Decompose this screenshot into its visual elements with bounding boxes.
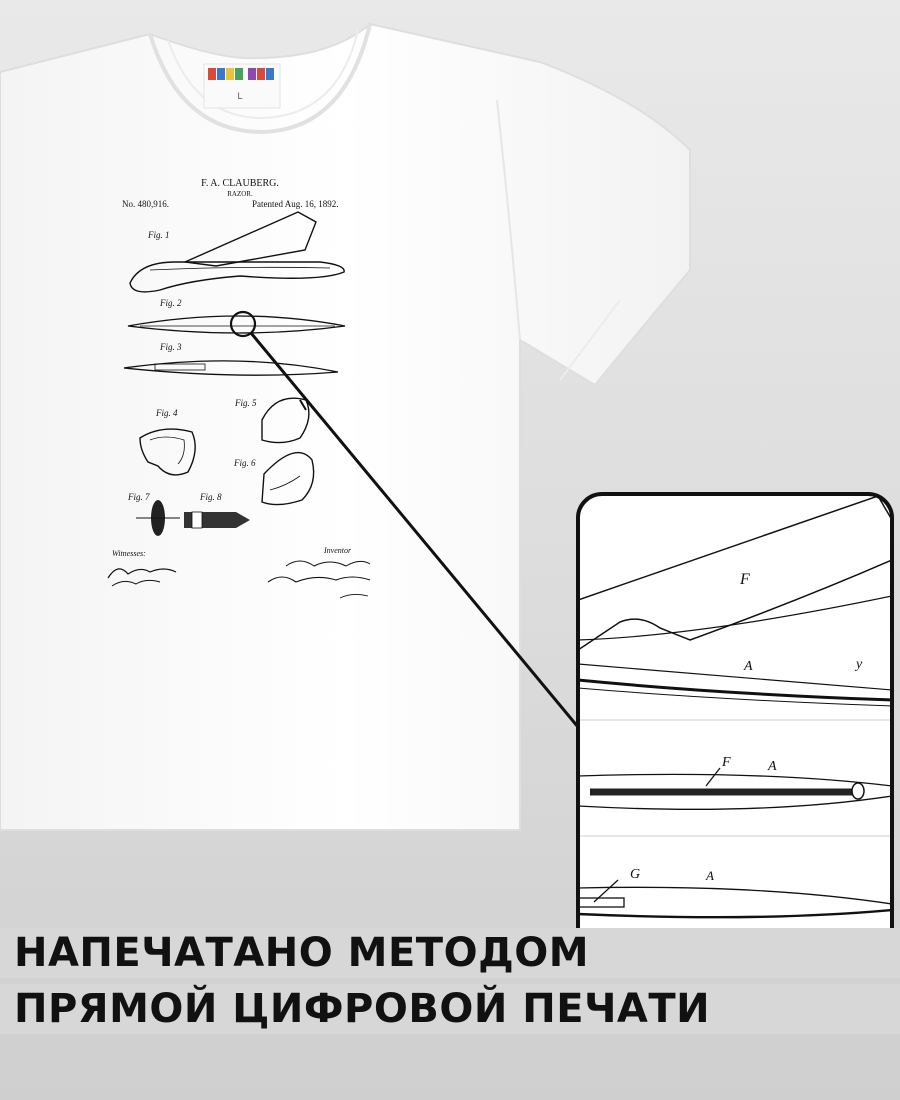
zoom-label-y: y — [856, 657, 863, 672]
zoom-label-a1: A — [744, 659, 753, 674]
caption-line-1 — [0, 928, 900, 978]
zoom-label-f1: F — [740, 571, 750, 588]
zoom-label-a2: A — [768, 759, 777, 774]
patent-inventor-name: F. A. CLAUBERG. — [201, 178, 279, 189]
fig-2-label: Fig. 2 — [160, 298, 182, 308]
witnesses-label: Witnesses: — [112, 549, 146, 558]
fig-6-label: Fig. 6 — [234, 458, 256, 468]
fig-3-label: Fig. 3 — [160, 342, 182, 352]
fig-7-label: Fig. 7 — [128, 492, 150, 502]
fig-1-label: Fig. 1 — [148, 230, 170, 240]
patent-number: No. 480,916. — [122, 199, 169, 209]
patent-title: RAZOR. — [227, 190, 253, 198]
zoom-panel — [578, 494, 892, 960]
zoom-label-f2: F — [722, 755, 731, 770]
caption-text-2: ПРЯМОЙ ЦИФРОВОЙ ПЕЧАТИ — [14, 986, 711, 1032]
tag-size: L — [237, 91, 243, 101]
fig-4-label: Fig. 4 — [156, 408, 178, 418]
fig-5-label: Fig. 5 — [235, 398, 257, 408]
caption-text-1: НАПЕЧАТАНО МЕТОДОМ — [14, 930, 590, 976]
patent-date: Patented Aug. 16, 1892. — [252, 199, 339, 209]
zoom-label-g: G — [630, 867, 641, 882]
brand-tag — [204, 64, 280, 108]
inventor-label: Inventor — [324, 546, 352, 555]
caption-line-2 — [0, 984, 900, 1034]
fig-8-label: Fig. 8 — [200, 492, 222, 502]
zoom-label-a3: A — [706, 868, 714, 883]
